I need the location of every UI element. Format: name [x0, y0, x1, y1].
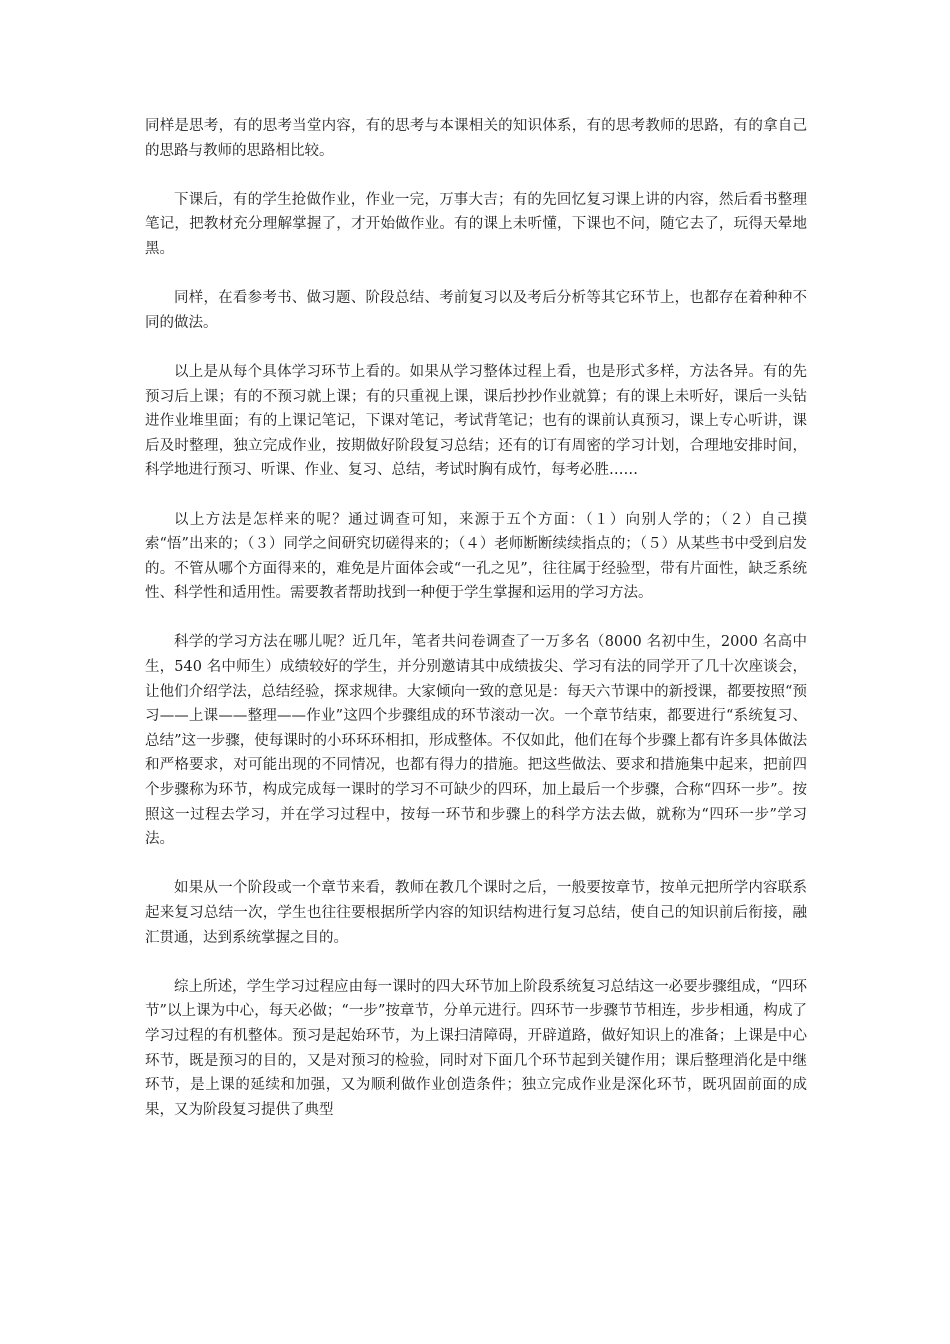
paragraph-8: 综上所述，学生学习过程应由每一课时的四大环节加上阶段系统复习总结这一必要步骤组成，“四环节”以上课为中心，每天必做；“一步”按章节，分单元进行。四环节一步骤节节相连，步步相通，构成了学习过程的有机整体。预习是起始环节，为上课扫清障碍，开辟道路，做好知识上的准备；上课是中心环节，既是预习的目的，又是对预习的检验，同时对下面几个环节起到关键作用；课后整理消化是中继环节，是上课的延续和加强，又为顺利做作业创造条件；独立完成作业是深化环节，既巩固前面的成果，又为阶段复习提供了典型	[145, 978, 807, 1118]
paragraph-3: 同样，在看参考书、做习题、阶段总结、考前复习以及考后分析等其它环节上，也都存在着种种不同的做法。	[145, 290, 807, 331]
paragraph-5: 以上方法是怎样来的呢？通过调查可知，来源于五个方面：（１）向别人学的；（２）自己摸索“悟”出来的；（３）同学之间研究切磋得来的；（４）老师断断续续指点的；（５）从某些书中受到启发的。不管从哪个方面得来的，难免是片面体会或“一孔之见”，往往属于经验型，带有片面性，缺乏系统性、科学性和适用性。需要教者帮助找到一种便于学生掌握和运用的学习方法。	[145, 511, 807, 602]
paragraph-4: 以上是从每个具体学习环节上看的。如果从学习整体过程上看，也是形式多样，方法各异。有的先预习后上课；有的不预习就上课；有的只重视上课，课后抄抄作业就算；有的课上未听好，课后一头钻进作业堆里面；有的上课记笔记，下课对笔记，考试背笔记；也有的课前认真预习，课上专心听讲，课后及时整理，独立完成作业，按期做好阶段复习总结；还有的订有周密的学习计划，合理地安排时间，科学地进行预习、听课、作业、复习、总结，考试时胸有成竹，每考必胜……	[145, 363, 807, 479]
paragraph-1: 同样是思考，有的思考当堂内容，有的思考与本课相关的知识体系，有的思考教师的思路，有的拿自己的思路与教师的思路相比较。	[145, 118, 807, 159]
paragraph-2: 下课后，有的学生抢做作业，作业一完，万事大吉；有的先回忆复习课上讲的内容，然后看书整理笔记，把教材充分理解掌握了，才开始做作业。有的课上未听懂，下课也不问，随它去了，玩得天晕地黑。	[145, 191, 807, 257]
paragraph-6: 科学的学习方法在哪儿呢？近几年，笔者共问卷调查了一万多名（8000 名初中生，2000 名高中生，540 名中师生）成绩较好的学生，并分别邀请其中成绩拔尖、学习有法的同学开了几十次座谈会，让他们介绍学法，总结经验，探求规律。大家倾向一致的意见是：每天六节课中的新授课，都要按照“预习——上课——整理——作业”这四个步骤组成的环节滚动一次。一个章节结束，都要进行“系统复习、总结”这一步骤，使每课时的小环环环相扣，形成整体。不仅如此，他们在每个步骤上都有许多具体做法和严格要求，对可能出现的不同情况，也都有得力的措施。把这些做法、要求和措施集中起来，把前四个步骤称为环节，构成完成每一课时的学习不可缺少的四环，加上最后一个步骤，合称“四环一步”。按照这一过程去学习，并在学习过程中，按每一环节和步骤上的科学方法去做，就称为“四环一步”学习法。	[145, 634, 807, 848]
paragraph-7: 如果从一个阶段或一个章节来看，教师在教几个课时之后，一般要按章节，按单元把所学内容联系起来复习总结一次，学生也往往要根据所学内容的知识结构进行复习总结，使自己的知识前后衔接，融汇贯通，达到系统掌握之目的。	[145, 880, 807, 946]
document-body	[145, 114, 807, 1147]
